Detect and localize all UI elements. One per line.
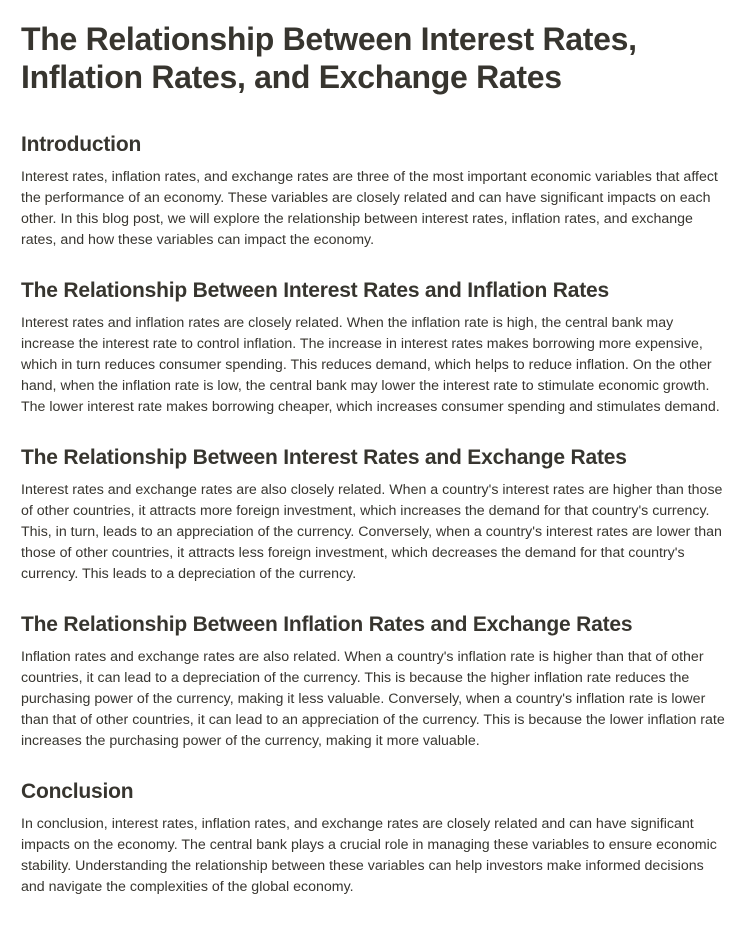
section-paragraph: In conclusion, interest rates, inflation rates, and exchange rates are closely related and can have significant impacts on the economy. The central bank plays a crucial role in managing these variables to ensure economic stability. Understanding the relationship between these variables can help investors make informed decisions and navigate the complexities of the global economy.	[21, 816, 717, 895]
section-paragraph: Interest rates, inflation rates, and exchange rates are three of the most important economic variables that affect the performance of an economy. These variables are closely related and can have significant impacts on each other. In this blog post, we will explore the relationship between interest rates, inflation rates, and exchange rates, and how these variables can impact the economy.	[21, 169, 718, 248]
section-heading: The Relationship Between Interest Rates and Inflation Rates	[21, 279, 609, 302]
section-introduction	[21, 132, 726, 251]
section-heading: Conclusion	[21, 780, 134, 803]
section-heading: Introduction	[21, 133, 142, 156]
document-title: The Relationship Between Interest Rates, Inflation Rates, and Exchange Rates	[21, 21, 637, 95]
section-conclusion	[21, 779, 726, 898]
section-paragraph: Interest rates and inflation rates are closely related. When the inflation rate is high, the central bank may increase the interest rate to control inflation. The increase in interest rates makes borrowing more expensive, which in turn reduces consumer spending. This reduces demand, which helps to reduce inflation. On the other hand, when the inflation rate is low, the central bank may lower the interest rate to stimulate economic growth. The lower interest rate makes borrowing cheaper, which increases consumer spending and stimulates demand.	[21, 315, 720, 415]
section-inflation-exchange	[21, 612, 726, 752]
section-interest-inflation	[21, 278, 726, 418]
section-paragraph: Interest rates and exchange rates are also closely related. When a country's interest rates are higher than those of other countries, it attracts more foreign investment, which increases the demand for that country's currency. This, in turn, leads to an appreciation of the currency. Conversely, when a country's interest rates are lower than those of other countries, it attracts less foreign investment, which decreases the demand for that country's currency. This leads to a depreciation of the currency.	[21, 482, 723, 582]
section-heading: The Relationship Between Inflation Rates and Exchange Rates	[21, 613, 633, 636]
section-interest-exchange	[21, 445, 726, 585]
section-heading: The Relationship Between Interest Rates and Exchange Rates	[21, 446, 627, 469]
section-paragraph: Inflation rates and exchange rates are also related. When a country's inflation rate is higher than that of other countries, it can lead to a depreciation of the currency. This is because the higher inflation rate reduces the purchasing power of the currency, making it less valuable. Conversely, when a country's inflation rate is lower than that of other countries, it can lead to an appreciation of the currency. This is because the lower inflation rate increases the purchasing power of the currency, making it more valuable.	[21, 649, 725, 749]
